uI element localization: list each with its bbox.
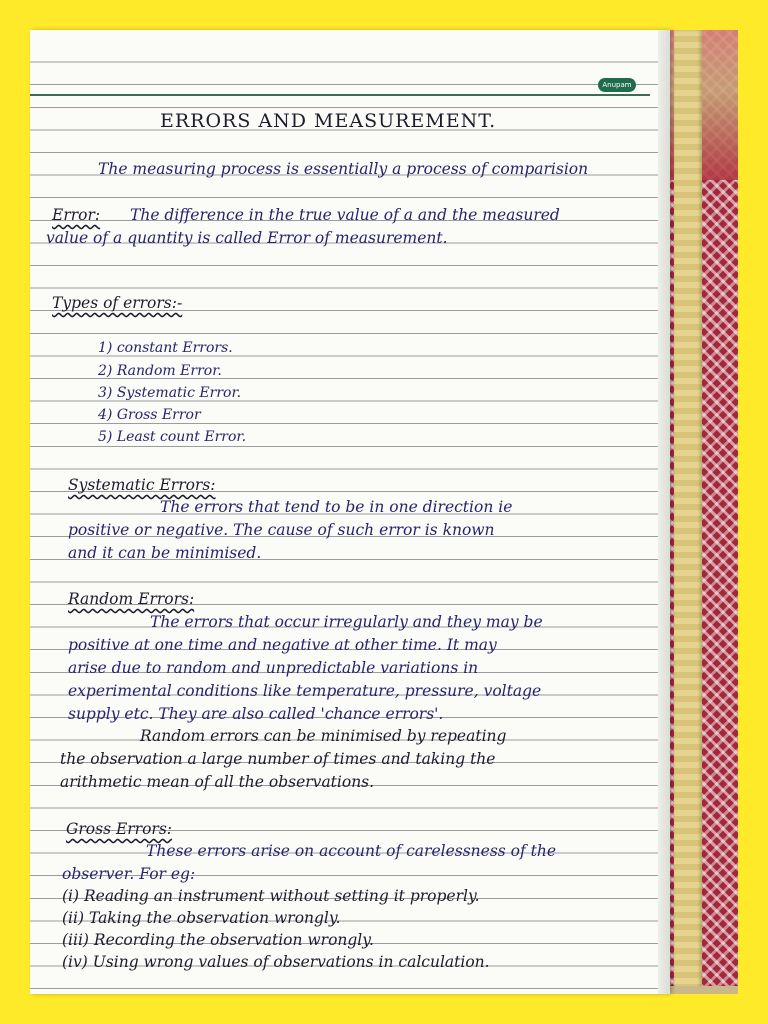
gross-line: (ii) Taking the observation wrongly. <box>62 909 341 927</box>
gross-line: These errors arise on account of carelessness of the <box>146 842 557 860</box>
random-line: arithmetic mean of all the observations. <box>60 773 375 791</box>
random-line: supply etc. They are also called 'chance errors'. <box>68 705 444 723</box>
random-line: the observation a large number of times and taking the <box>60 750 496 768</box>
systematic-heading: Systematic Errors: <box>68 476 216 494</box>
gross-line: (iv) Using wrong values of observations in calculation. <box>62 953 490 971</box>
random-heading: Random Errors: <box>68 590 195 608</box>
random-line: arise due to random and unpredictable variations in <box>68 659 479 677</box>
types-item: 2) Random Error. <box>98 363 222 379</box>
error-def-line-1: The difference in the true value of a and the measured <box>130 206 560 224</box>
gross-line: observer. For eg: <box>62 865 196 883</box>
types-item: 1) constant Errors. <box>98 340 233 356</box>
random-line: The errors that occur irregularly and they may be <box>150 613 543 631</box>
systematic-line: positive or negative. The cause of such error is known <box>68 521 495 539</box>
error-label: Error: <box>52 206 101 224</box>
page-title: ERRORS AND MEASUREMENT. <box>160 110 497 132</box>
notebook-photo <box>30 30 738 994</box>
random-line: positive at one time and negative at other time. It may <box>68 636 497 654</box>
gold-ribbon <box>674 30 702 994</box>
gross-line: (i) Reading an instrument without setting it properly. <box>62 887 480 905</box>
random-line: Random errors can be minimised by repeating <box>140 727 507 745</box>
types-item: 4) Gross Error <box>98 407 201 423</box>
types-heading: Types of errors:- <box>52 294 183 312</box>
brand-logo: Anupam <box>598 78 636 92</box>
types-item: 3) Systematic Error. <box>98 385 242 401</box>
top-rule <box>30 94 650 96</box>
error-def-line-2: value of a quantity is called Error of measurement. <box>46 229 448 247</box>
gross-line: (iii) Recording the observation wrongly. <box>62 931 374 949</box>
notebook-page <box>30 30 670 994</box>
types-item: 5) Least count Error. <box>98 429 247 445</box>
random-line: experimental conditions like temperature, pressure, voltage <box>68 682 542 700</box>
systematic-line: and it can be minimised. <box>68 544 262 562</box>
page-edge <box>658 30 670 994</box>
intro-line: The measuring process is essentially a process of comparision <box>98 160 589 178</box>
gross-heading: Gross Errors: <box>66 820 173 838</box>
systematic-line: The errors that tend to be in one direction ie <box>160 498 513 516</box>
